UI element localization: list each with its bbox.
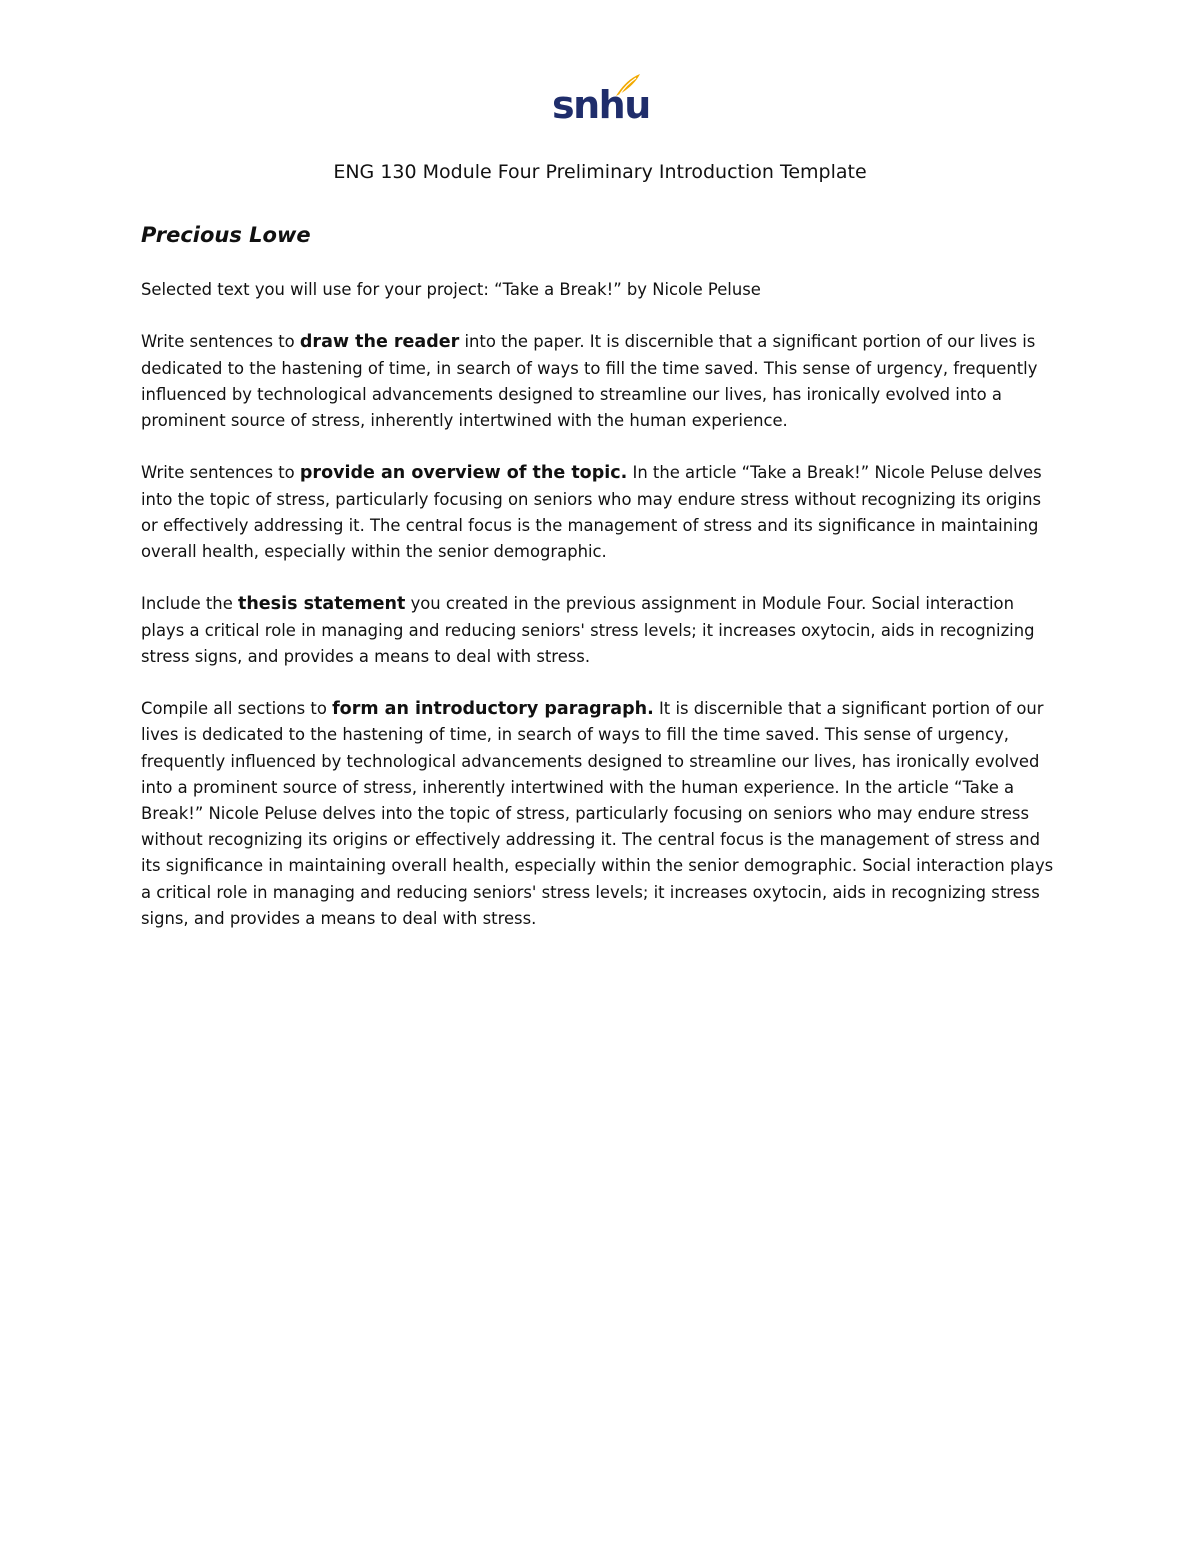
section-response: It is discernible that a significant portion of our lives is dedicated to the hastening of time, in search of ways to fill the time saved. This sense of urgency, frequently influenced by technological advancements designed to streamline our lives, has ironically evolved into a prominent source of stress, inherently intertwined with the human experience. In the article “Take a Break!” Nicole Peluse delves into the topic of stress, particularly focusing on seniors who may endure stress without recognizing its origins or effectively addressing it. The central focus is the management of stress and its significance in maintaining overall health, especially within the senior demographic. Social interaction plays a critical role in managing and reducing seniors' stress levels; it increases oxytocin, aids in recognizing stress signs, and provides a means to deal with stress. xyxy=(141,699,1054,928)
selected-text-value: “Take a Break!” by Nicole Peluse xyxy=(494,280,761,299)
section-introductory-paragraph xyxy=(141,696,1061,932)
prompt-prefix: Write sentences to xyxy=(141,463,300,483)
logo-wordmark: snhu xyxy=(552,83,650,127)
author-name: Precious Lowe xyxy=(141,223,311,247)
prompt-prefix: Write sentences to xyxy=(141,332,300,352)
prompt-emphasis: thesis statement xyxy=(237,594,406,615)
section-topic-overview xyxy=(141,460,1061,565)
selected-text-label: Selected text you will use for your project: xyxy=(141,280,495,299)
section-draw-reader xyxy=(141,329,1061,434)
prompt-emphasis: form an introductory paragraph. xyxy=(332,699,654,720)
document-title: ENG 130 Module Four Preliminary Introduction Template xyxy=(333,161,867,183)
prompt-prefix: Include the xyxy=(141,594,238,614)
prompt-prefix: Compile all sections to xyxy=(141,699,333,719)
selected-text-line xyxy=(141,277,1061,303)
prompt-suffix: into the paper. xyxy=(459,332,590,352)
section-thesis-statement xyxy=(141,591,1061,670)
section-response: It is discernible that a significant portion of our lives is dedicated to the hastening of time, in search of ways to fill the time saved. This sense of urgency, frequently influenced by technological advancements designed to streamline our lives, has ironically evolved into a prominent source of stress, inherently intertwined with the human experience. xyxy=(141,332,1038,430)
section-response: In the article “Take a Break!” Nicole Peluse delves into the topic of stress, particularly focusing on seniors who may endure stress without recognizing its origins or effectively addressing it. The central focus is the management of stress and its significance in maintaining overall health, especially within the senior demographic. xyxy=(141,463,1042,561)
document-body xyxy=(141,277,1061,958)
prompt-suffix: you created in the previous assignment in Module Four. xyxy=(405,594,872,614)
prompt-emphasis: draw the reader xyxy=(299,332,460,353)
section-response: Social interaction plays a critical role in managing and reducing seniors' stress levels; it increases oxytocin, aids in recognizing stress signs, and provides a means to deal with stress. xyxy=(141,594,1035,666)
snhu-logo xyxy=(552,72,648,134)
prompt-emphasis: provide an overview of the topic. xyxy=(299,463,628,484)
